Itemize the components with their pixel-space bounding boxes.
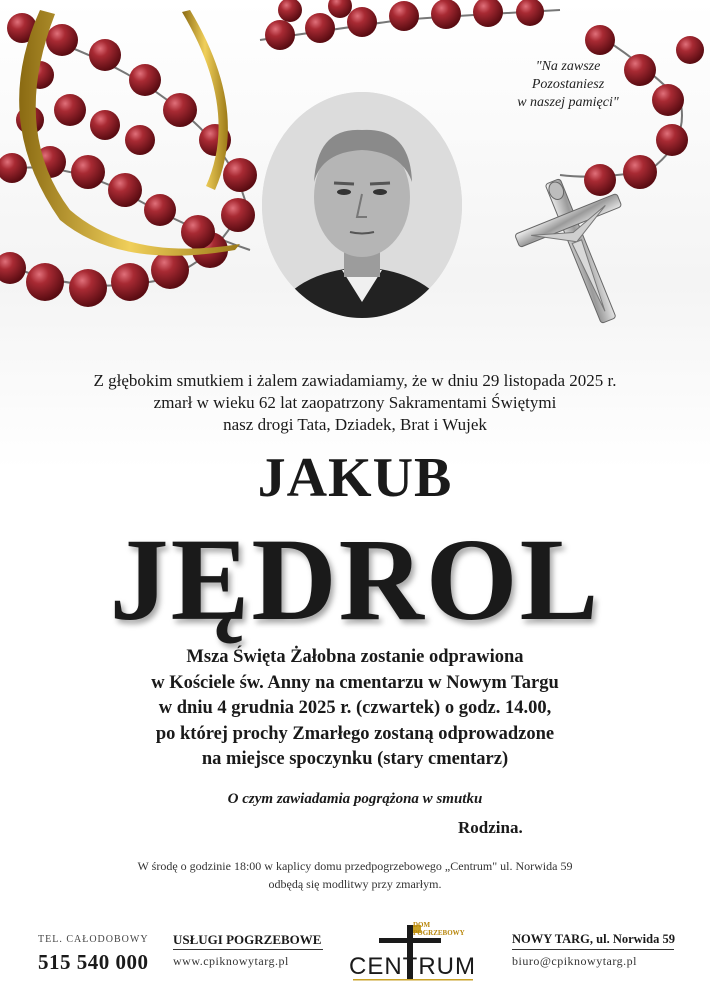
quote-line: w naszej pamięci" [517, 95, 619, 110]
phone-number[interactable]: 515 540 000 [38, 950, 149, 974]
rosary-bead [111, 263, 149, 301]
mass-line: w dniu 4 grudnia 2025 r. (czwartek) o godz. 14.00, [158, 698, 552, 718]
rosary-bead [278, 0, 302, 22]
family-signature: Rodzina. [458, 818, 523, 837]
deceased-portrait [262, 92, 462, 318]
address: NOWY TARG, ul. Norwida 59 [512, 932, 675, 946]
quote-line: "Na zawsze [535, 59, 601, 74]
portrait-frame [0, 0, 240, 260]
logo-subtitle-line: POGRZEBOWY [413, 929, 465, 937]
website-link[interactable]: www.cpiknowytarg.pl [173, 954, 289, 968]
rosary-bead [585, 25, 615, 55]
rosary-bead [676, 36, 704, 64]
intro-line: zmarł w wieku 62 lat zaopatrzony Sakramentami Świętymi [153, 393, 557, 412]
announcement-intro [0, 370, 710, 436]
mass-line: na miejsce spoczynku (stary cmentarz) [201, 749, 509, 769]
divider [173, 949, 323, 950]
memorial-quote [498, 58, 638, 112]
rosary-bead [347, 7, 377, 37]
logo-wordmark: CENTRUM [349, 953, 476, 980]
mass-line: Msza Święta Żałobna zostanie odprawiona [186, 647, 524, 667]
mass-line: w Kościele św. Anny na cmentarzu w Nowym Targu [151, 672, 559, 693]
email-link[interactable]: biuro@cpiknowytarg.pl [512, 954, 637, 968]
funeral-mass-info [0, 645, 710, 773]
first-name: JAKUB [257, 447, 453, 509]
divider [512, 949, 674, 950]
logo-subtitle-line: DOM [413, 921, 431, 929]
rosary-bead [584, 164, 616, 196]
prayer-notice [0, 857, 710, 893]
prayer-line: W środę o godzinie 18:00 w kaplicy domu przedpogrzebowego „Centrum" ul. Norwida 59 [137, 859, 573, 873]
quote-line: Pozostaniesz [531, 77, 605, 92]
rosary-bead [623, 155, 657, 189]
rosary-bead [265, 20, 295, 50]
logo-subtitle [413, 921, 465, 937]
rosary-bead [652, 84, 684, 116]
rosary-bead [656, 124, 688, 156]
rosary-bead [305, 13, 335, 43]
rosary-bead [516, 0, 544, 26]
prayer-line: odbędą się modlitwy przy zmarłym. [268, 877, 442, 891]
intro-line: nasz drogi Tata, Dziadek, Brat i Wujek [223, 415, 487, 434]
rosary-bead [328, 0, 352, 18]
services-heading: USŁUGI POGRZEBOWE [173, 932, 322, 947]
last-name: JĘDROL [109, 514, 601, 645]
mourners-line: O czym zawiadamia pogrążona w smutku [227, 791, 483, 807]
rosary-bead [389, 1, 419, 31]
rosary-bead [69, 269, 107, 307]
mass-line: po której prochy Zmarłego zostaną odprowadzone [155, 723, 555, 744]
rosary-bead [431, 0, 461, 29]
intro-line: Z głębokim smutkiem i żalem zawiadamiamy, że w dniu 29 listopada 2025 r. [93, 371, 617, 390]
rosary-bead [26, 263, 64, 301]
phone-label: TEL. CAŁODOBOWY [38, 934, 149, 945]
rosary-bead [473, 0, 503, 27]
